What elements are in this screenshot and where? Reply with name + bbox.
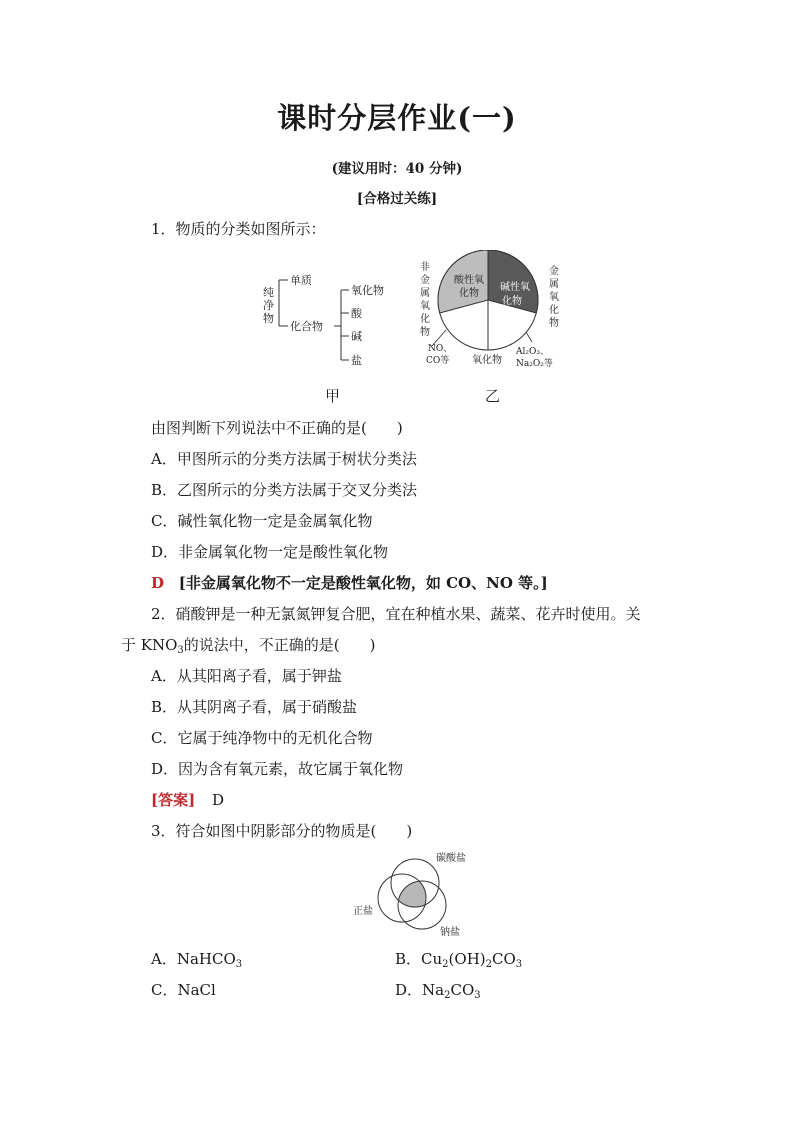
svg-text:化: 化: [420, 314, 430, 325]
svg-text:金: 金: [549, 266, 559, 277]
q1-option-d: D．非金属氧化物一定是酸性氧化物: [151, 543, 389, 561]
no-co-label-2: CO等: [426, 356, 450, 366]
al-na-label-1: Al₂O₃、: [516, 347, 549, 357]
q2-stem-line1: 2．硝酸钾是一种无氯氮钾复合肥，宜在种植水果、蔬菜、花卉时使用。关: [151, 605, 641, 623]
acidic-oxide-label-2: 化物: [459, 288, 479, 299]
svg-text:氧: 氧: [549, 292, 559, 303]
venn-label-carbonate: 碳酸盐: [436, 853, 466, 864]
q3-option-b: B．$Cu_2(OH)_2CO_3$: [395, 950, 523, 970]
svg-text:化: 化: [549, 305, 559, 316]
no-co-label-1: NO、: [428, 344, 453, 354]
acidic-oxide-label-1: 酸性氧: [454, 275, 484, 286]
oxide-label: 氧化物: [472, 355, 502, 366]
q2-stem-line2: 于 $KNO_3$的说法中，不正确的是( ): [121, 636, 376, 656]
al-na-label-2: Na₂O₂等: [516, 359, 553, 369]
svg-text:非: 非: [420, 262, 430, 273]
tree-caption: 甲: [325, 387, 341, 405]
page-title: 课时分层作业(一): [277, 101, 517, 135]
venn-label-normal-salt: 正盐: [353, 906, 373, 917]
q1-answer: [151, 572, 548, 593]
tree-node-acid: 酸: [351, 307, 362, 320]
q1-stem: 1．物质的分类如图所示：: [151, 220, 326, 238]
q3-option-a: A．NaHCO$_3$: [151, 950, 243, 970]
salt-venn-diagram: [348, 848, 478, 938]
svg-text:属: 属: [420, 288, 430, 299]
svg-text:属: 属: [549, 279, 559, 290]
q2-option-b: B．从其阴离子看，属于硝酸盐: [151, 698, 358, 716]
q1-option-b: B．乙图所示的分类方法属于交叉分类法: [151, 481, 418, 499]
q3-stem: 3．符合如图中阴影部分的物质是( ): [151, 822, 413, 840]
svg-text:物: 物: [549, 318, 559, 329]
tree-node-oxide: 氧化物: [351, 284, 384, 297]
q2-answer-letter: D: [211, 791, 225, 809]
tree-node-compound: 化合物: [290, 320, 323, 333]
q2-option-d: D．因为含有氧元素，故它属于氧化物: [151, 760, 404, 778]
time-note: (建议用时：40 分钟): [331, 161, 463, 177]
q2-option-c: C．它属于纯净物中的无机化合物: [151, 729, 373, 747]
q1-explanation: [非金属氧化物不一定是酸性氧化物，如 CO、NO 等。]: [178, 574, 548, 592]
q2-answer: [151, 789, 224, 810]
tree-node-base: 碱: [351, 330, 362, 343]
basic-oxide-label-2: 化物: [502, 296, 522, 307]
svg-text:物: 物: [420, 327, 430, 338]
venn-label-sodium-salt: 钠盐: [440, 927, 460, 938]
svg-text:氧: 氧: [420, 301, 430, 312]
tree-root-char-3: 物: [263, 312, 274, 325]
q2-option-a: A．从其阳离子看，属于钾盐: [151, 667, 342, 685]
tree-node-element: 单质: [290, 274, 312, 287]
basic-oxide-label-1: 碱性氧: [500, 282, 530, 293]
section-heading: [合格过关练]: [356, 191, 438, 207]
classification-tree-diagram: [255, 262, 405, 374]
pie-caption: 乙: [485, 387, 501, 405]
svg-text:金: 金: [420, 275, 430, 286]
oxide-pie-diagram: [412, 250, 572, 372]
q1-option-c: C．碱性氧化物一定是金属氧化物: [151, 512, 373, 530]
q1-question: 由图判断下列说法中不正确的是( ): [151, 419, 403, 437]
q2-answer-tag: [答案]: [151, 791, 196, 809]
tree-node-salt: 盐: [351, 354, 362, 367]
q3-option-d: D．$Na_2CO_3$: [395, 981, 481, 1001]
q3-option-c: C．NaCl: [151, 981, 216, 999]
q1-option-a: A．甲图所示的分类方法属于树状分类法: [151, 450, 417, 468]
tree-root-char-2: 净: [263, 299, 274, 312]
q1-answer-letter: D: [151, 574, 165, 592]
tree-root-char-1: 纯: [263, 286, 274, 299]
